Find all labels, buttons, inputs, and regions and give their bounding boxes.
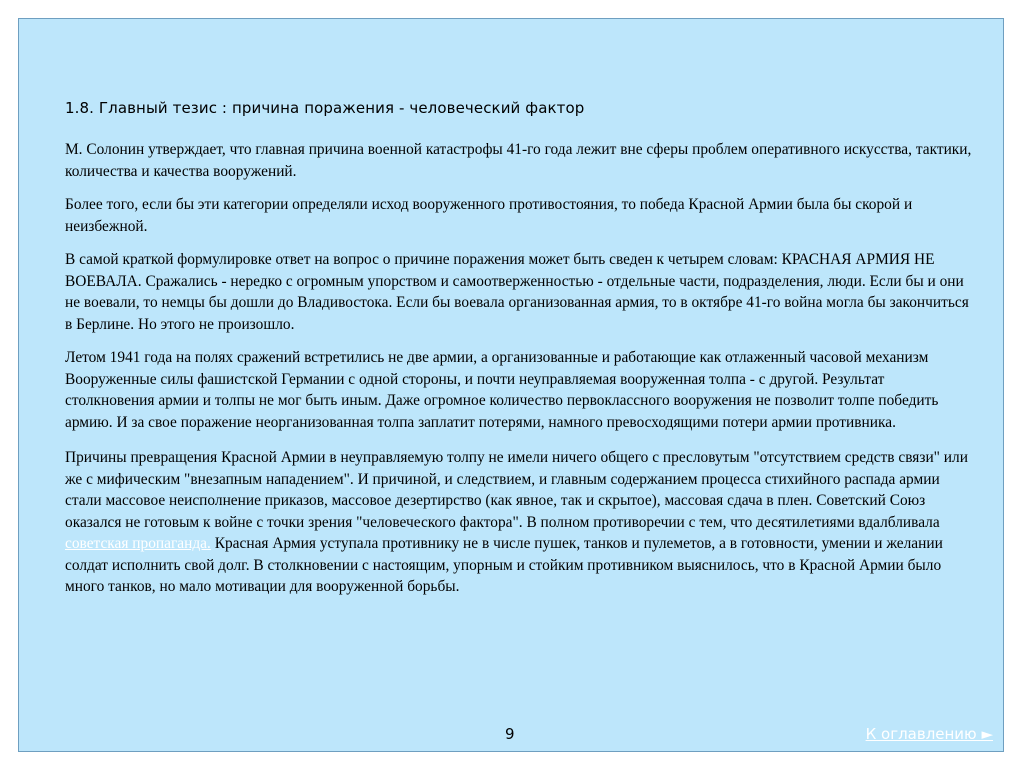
paragraph-5-text-after: Красная Армия уступала противнику не в числе пушек, танков и пулеметов, а в готовности, умении и желании солдат исполнить свой долг. В столкновении с настоящим, упорным и стойким противником выяснилось, что в Красной Армии было много танков, но мало мотивации для вооруженной борьбы. bbox=[65, 535, 943, 595]
paragraph-5-text-before: Причины превращения Красной Армии в неуправляемую толпу не имели ничего общего с пресловутым "отсутствием средств связи" или же с мифическим "внезапным нападением". И причиной, и следствием, и главным содержанием процесса стихийного распада армии стали массовое неисполнение приказов, массовое дезертирство (как явное, так и скрытое), массовая сдача в плен. Советский Союз оказался не готовым к войне с точки зрения "человеческого фактора". В полном противоречии с тем, что десятилетиями вдалбливала bbox=[65, 449, 968, 531]
paragraph-5 bbox=[65, 447, 975, 598]
slide-body bbox=[65, 139, 975, 610]
page-number: 9 bbox=[505, 725, 515, 743]
paragraph-2: Более того, если бы эти категории определяли исход вооруженного противостояния, то победа Красной Армии была бы скорой и неизбежной. bbox=[65, 196, 913, 235]
table-of-contents-link[interactable]: К оглавлению ► bbox=[865, 725, 993, 743]
paragraph-3: В самой краткой формулировке ответ на вопрос о причине поражения может быть сведен к четырем словам: КРАСНАЯ АРМИЯ НЕ ВОЕВАЛА. Сражались - нередко с огромным упорством и самоотверженностью - отдельные части, подразделения, люди. Если бы и они не воевали, то немцы бы дошли до Владивостока. Если бы воевала организованная армия, то в октябре 41-го война могла бы закончиться в Берлине. Но этого не произошло. bbox=[65, 251, 969, 333]
slide-title: 1.8. Главный тезис : причина поражения - человеческий фактор bbox=[65, 99, 585, 117]
propaganda-link[interactable]: советская пропаганда. bbox=[65, 535, 211, 552]
slide bbox=[18, 18, 1004, 752]
paragraph-1: М. Солонин утверждает, что главная причина военной катастрофы 41-го года лежит вне сферы проблем оперативного искусства, тактики, количества и качества вооружений. bbox=[65, 141, 972, 180]
paragraph-4: Летом 1941 года на полях сражений встретились не две армии, а организованные и работающие как отлаженный часовой механизм Вооруженные силы фашистской Германии с одной стороны, и почти неуправляемая вооруженная толпа - с другой. Результат столкновения армии и толпы не мог быть иным. Даже огромное количество первоклассного вооружения не позволит толпе победить армию. И за свое поражение неорганизованная толпа заплатит потерями, намного превосходящими потери армии противника. bbox=[65, 349, 939, 431]
